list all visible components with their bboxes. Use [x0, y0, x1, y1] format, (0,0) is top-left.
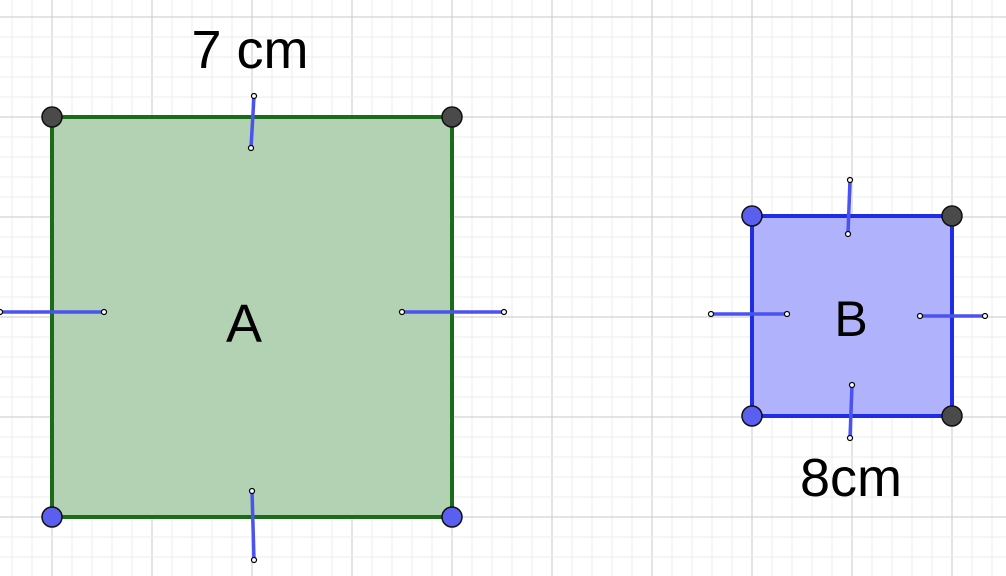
- vertex-point[interactable]: [742, 406, 762, 426]
- tick-endpoint: [400, 310, 405, 315]
- tick-endpoint: [250, 489, 255, 494]
- tick-endpoint: [502, 310, 507, 315]
- tick-endpoint: [918, 314, 923, 319]
- vertex-point[interactable]: [742, 206, 762, 226]
- tick-endpoint: [102, 310, 107, 315]
- tick-endpoint: [785, 312, 790, 317]
- vertex-point[interactable]: [42, 107, 62, 127]
- tick-mark: [252, 491, 254, 560]
- square-b-side-length: 8cm: [799, 448, 903, 508]
- vertex-point[interactable]: [442, 507, 462, 527]
- tick-endpoint: [252, 558, 257, 563]
- tick-endpoint: [848, 178, 853, 183]
- tick-endpoint: [0, 310, 3, 315]
- vertex-point[interactable]: [942, 406, 962, 426]
- tick-endpoint: [846, 232, 851, 237]
- vertex-point[interactable]: [42, 507, 62, 527]
- tick-endpoint: [983, 314, 988, 319]
- tick-endpoint: [848, 436, 853, 441]
- square-a-side-length: 7 cm: [191, 20, 309, 80]
- tick-endpoint: [252, 94, 257, 99]
- tick-endpoint: [850, 383, 855, 388]
- tick-mark: [850, 385, 852, 438]
- vertex-point[interactable]: [442, 107, 462, 127]
- square-b[interactable]: [752, 216, 952, 508]
- tick-endpoint: [709, 312, 714, 317]
- tick-mark: [848, 180, 850, 234]
- square-b-label: B: [834, 291, 868, 347]
- tick-endpoint: [249, 146, 254, 151]
- square-a-label: A: [225, 294, 263, 354]
- vertex-point[interactable]: [942, 206, 962, 226]
